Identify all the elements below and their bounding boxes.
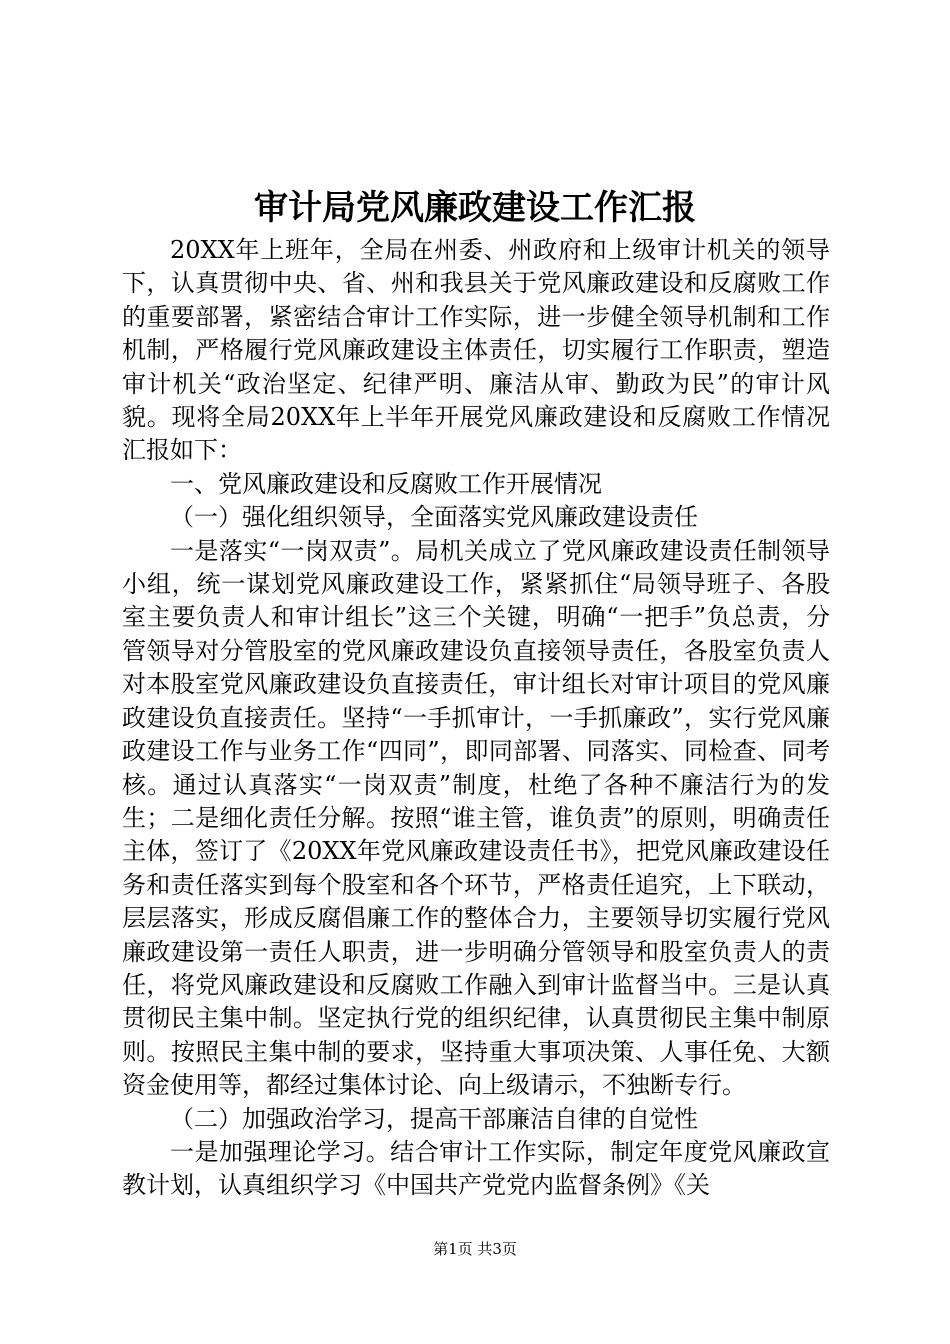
document-body: [122, 234, 830, 1203]
page-footer: 第1页 共3页: [433, 1240, 517, 1258]
document-title: 审计局党风廉政建设工作汇报: [254, 188, 696, 228]
paragraph-subsection-1: 一是落实“一岗双责”。局机关成立了党风廉政建设责任制领导小组，统一谋划党风廉政建设工作，紧紧抓住“局领导班子、各股室主要负责人和审计组长”这三个关键，明确“一把手”负总责，分管领导对分管股室的党风廉政建设负直接领导责任，各股室负责人对本股室党风廉政建设负直接责任，审计组长对审计项目的党风廉政建设负直接责任。坚持“一手抓审计，一手抓廉政”，实行党风廉政建设工作与业务工作“四同”，即同部署、同落实、同检查、同考核。通过认真落实“一岗双责”制度，杜绝了各种不廉洁行为的发生；二是细化责任分解。按照“谁主管，谁负责”的原则，明确责任主体，签订了《20XX年党风廉政建设责任书》，把党风廉政建设任务和责任落实到每个股室和各个环节，严格责任追究，上下联动，层层落实，形成反腐倡廉工作的整体合力，主要领导切实履行党风廉政建设第一责任人职责，进一步明确分管领导和股室负责人的责任，将党风廉政建设和反腐败工作融入到审计监督当中。三是认真贯彻民主集中制。坚定执行党的组织纪律，认真贯彻民主集中制原则。按照民主集中制的要求，坚持重大事项决策、人事任免、大额资金使用等，都经过集体讨论、向上级请示，不独断专行。: [122, 536, 830, 1100]
heading-subsection-1: （一）强化组织领导，全面落实党风廉政建设责任: [170, 503, 698, 532]
paragraph-intro: 20XX年上班年，全局在州委、州政府和上级审计机关的领导下，认真贯彻中央、省、州和我县关于党风廉政建设和反腐败工作的重要部署，紧密结合审计工作实际，进一步健全领导机制和工作机制，严格履行党风廉政建设主体责任，切实履行工作职责，塑造审计机关“政治坚定、纪律严明、廉洁从审、勤政为民”的审计风貌。现将全局20XX年上半年开展党风廉政建设和反腐败工作情况汇报如下：: [122, 236, 830, 465]
paragraph-subsection-2: 一是加强理论学习。结合审计工作实际，制定年度党风廉政宣教计划，认真组织学习《中国共产党党内监督条例》《关: [122, 1137, 830, 1200]
heading-subsection-2: （二）加强政治学习，提高干部廉洁自律的自觉性: [170, 1104, 698, 1133]
heading-section-1: 一、党风廉政建设和反腐败工作开展情况: [170, 469, 602, 498]
